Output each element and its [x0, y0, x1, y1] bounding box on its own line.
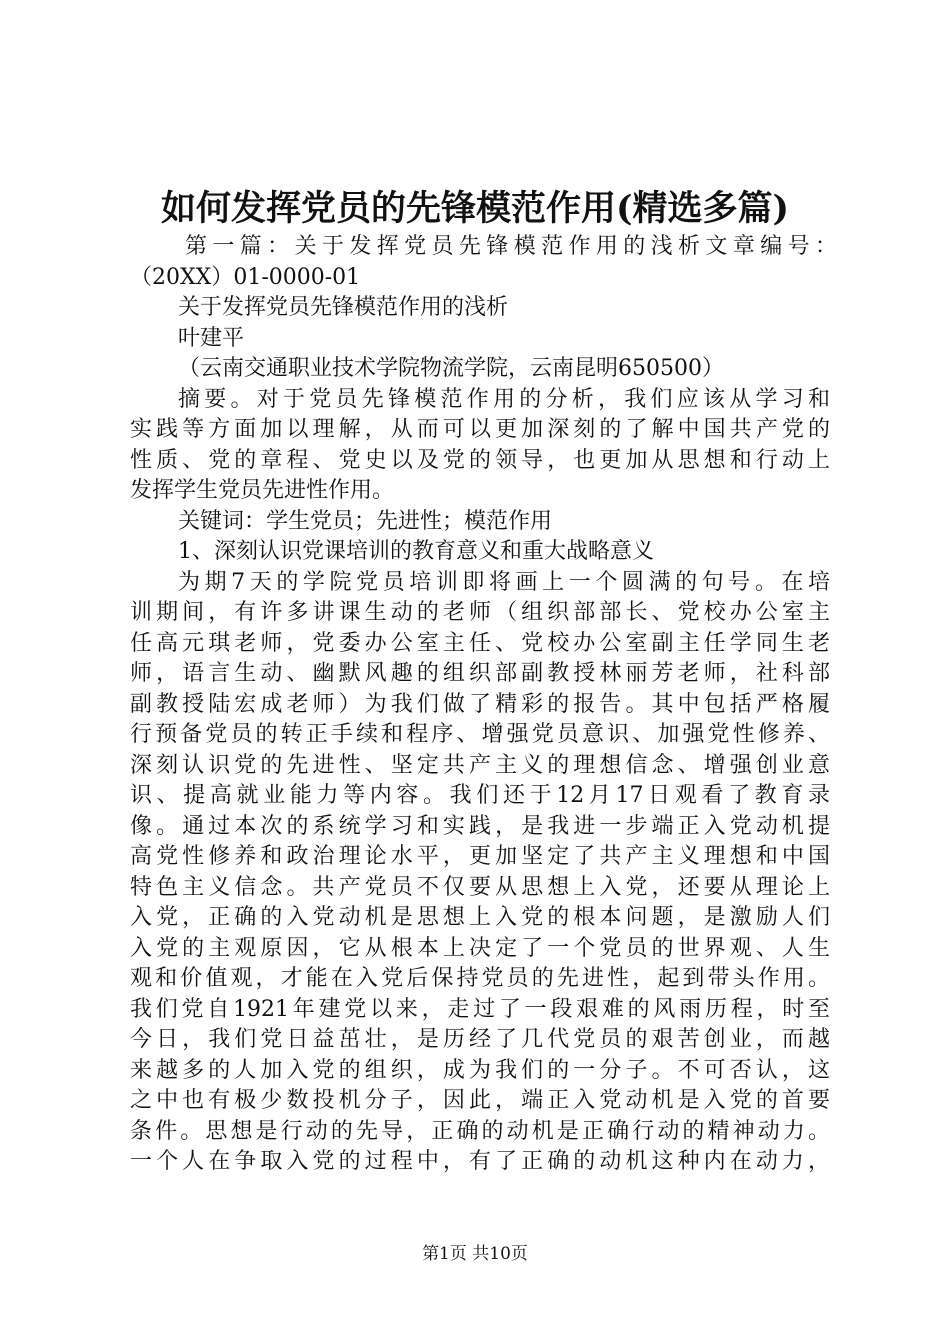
text-line: 实践等方面加以理解，从而可以更加深刻的了解中国共产党的 [130, 417, 830, 442]
text-line: （20XX）01-0000-01 [130, 264, 361, 290]
text-line: 叶建平 [178, 325, 245, 351]
text-line: 副教授陆宏成老师）为我们做了精彩的报告。其中包括严格履 [130, 691, 830, 717]
text-line: 训期间，有许多讲课生动的老师（组织部部长、党校办公室主 [130, 600, 830, 625]
text-line: 特色主义信念。共产党员不仅要从思想上入党，还要从理论上 [130, 874, 830, 900]
text-line: 入党的主观原因，它从根本上决定了一个党员的世界观、人生 [130, 935, 830, 961]
page-number-footer: 第1页 共10页 [422, 1244, 528, 1264]
text-line: 观和价值观，才能在入党后保持党员的先进性，起到带头作用。 [130, 966, 830, 991]
text-line: 发挥学生党员先进性作用。 [130, 478, 395, 503]
text-line: 条件。思想是行动的先导，正确的动机是正确行动的精神动力。 [130, 1118, 830, 1144]
text-line: 今日，我们党日益茁壮，是历经了几代党员的艰苦创业，而越 [130, 1027, 830, 1052]
text-line: 师，语言生动、幽默风趣的组织部副教授林丽芳老师，社科部 [130, 661, 830, 686]
text-line: 高党性修养和政治理论水平，更加坚定了共产主义理想和中国 [130, 844, 830, 869]
text-line: 1、深刻认识党课培训的教育意义和重大战略意义 [178, 539, 654, 564]
text-line: 任高元琪老师，党委办公室主任、党校办公室副主任学同生老 [130, 630, 830, 656]
text-line: 摘要。对于党员先锋模范作用的分析，我们应该从学习和 [178, 386, 830, 412]
text-line: 行预备党员的转正手续和程序、增强党员意识、加强党性修养、 [130, 722, 830, 747]
text-line: （云南交通职业技术学院物流学院，云南昆明650500） [178, 356, 724, 381]
text-line: 关键词：学生党员；先进性；模范作用 [178, 508, 553, 534]
text-line: 一个人在争取入党的过程中，有了正确的动机这种内在动力， [130, 1149, 830, 1174]
text-line: 识、提高就业能力等内容。我们还于12月17日观看了教育录 [130, 783, 830, 808]
text-line: 深刻认识党的先进性、坚定共产主义的理想信念、增强创业意 [130, 752, 830, 778]
text-line: 关于发挥党员先锋模范作用的浅析 [178, 295, 509, 320]
document-body [130, 232, 837, 1178]
text-line: 像。通过本次的系统学习和实践，是我进一步端正入党动机提 [130, 813, 830, 839]
text-line: 入党，正确的入党动机是思想上入党的根本问题，是激励人们 [130, 905, 830, 930]
text-line: 第一篇：关于发挥党员先锋模范作用的浅析文章编号： [185, 234, 837, 259]
text-line: 性质、党的章程、党史以及党的领导，也更加从思想和行动上 [130, 447, 830, 473]
text-line: 之中也有极少数投机分子，因此，端正入党动机是入党的首要 [130, 1088, 830, 1113]
text-line: 我们党自1921年建党以来，走过了一段艰难的风雨历程，时至 [130, 996, 830, 1022]
text-line: 为期7天的学院党员培训即将画上一个圆满的句号。在培 [178, 569, 830, 595]
text-line: 来越多的人加入党的组织，成为我们的一分子。不可否认，这 [130, 1057, 830, 1083]
document-title: 如何发挥党员的先锋模范作用(精选多篇) [160, 188, 790, 229]
